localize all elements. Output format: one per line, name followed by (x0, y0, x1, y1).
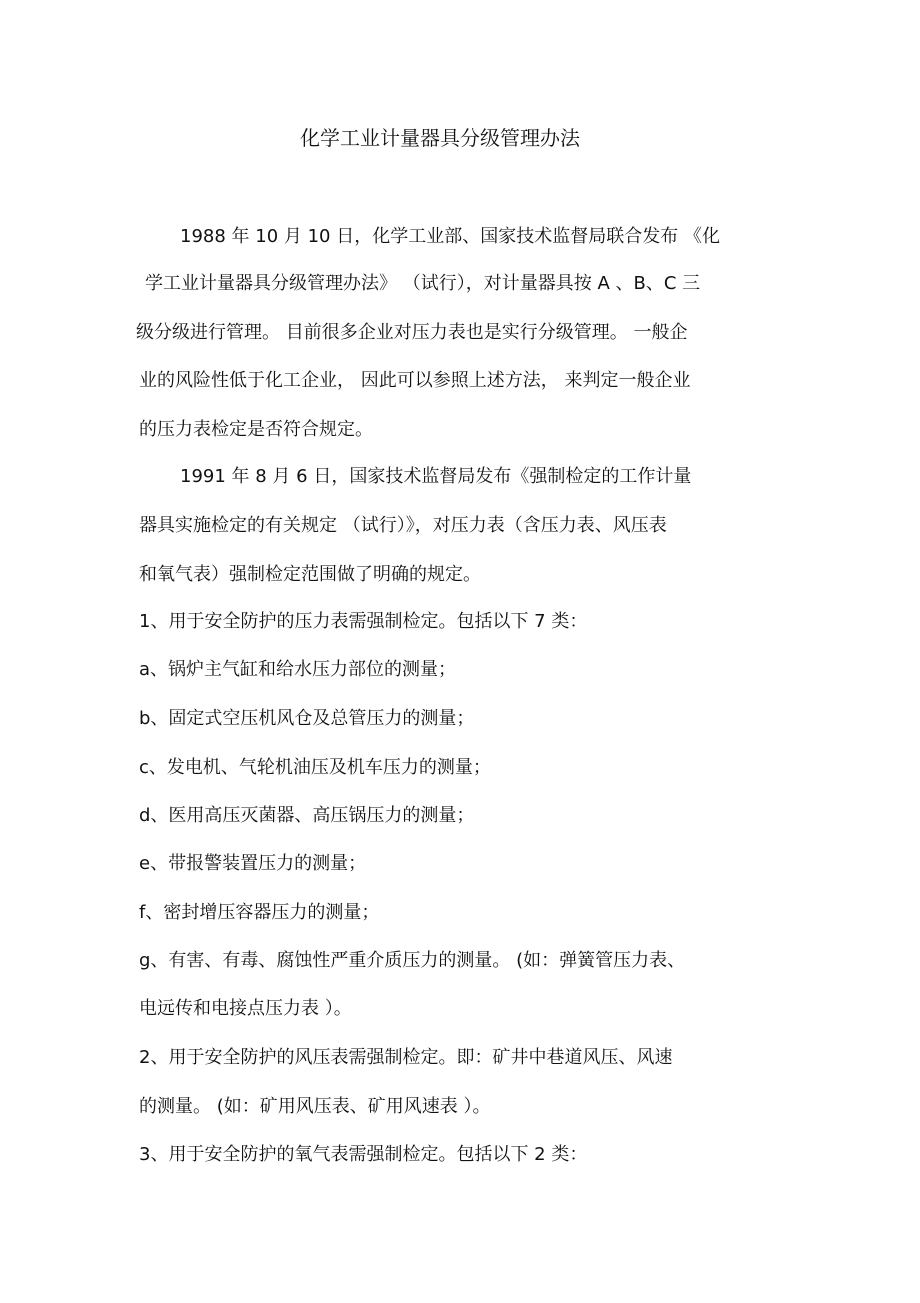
list-item-d: d、医用高压灭菌器、高压锅压力的测量； (139, 805, 475, 826)
list-item-a: a、锅炉主气缸和给水压力部位的测量； (139, 659, 457, 680)
paragraph1-line3: 级分级进行管理。 目前很多企业对压力表也是实行分级管理。 一般企 (136, 322, 688, 343)
document-title: 化学工业计量器具分级管理办法 (300, 126, 580, 150)
list-item-g: g、有害、有毒、腐蚀性严重介质压力的测量。 (如：弹簧管压力表、 (139, 950, 686, 971)
paragraph1-line1: 1988 年 10 月 10 日，化学工业部、国家技术监督局联合发布 《化 (180, 226, 720, 247)
section1-heading: 1、用于安全防护的压力表需强制检定。包括以下 7 类： (139, 611, 588, 632)
list-item-c: c、发电机、气轮机油压及机车压力的测量； (139, 757, 491, 778)
paragraph1-line2: 学工业计量器具分级管理办法》 （试行），对计量器具按 A 、B、C 三 (145, 273, 701, 294)
list-item-e: e、带报警装置压力的测量； (139, 853, 367, 874)
list-item-f: f、密封增压容器压力的测量； (139, 902, 380, 923)
section2-line2: 的测量。 (如：矿用风压表、矿用风速表 ）。 (139, 1096, 491, 1117)
list-item-g-continuation: 电远传和电接点压力表 ）。 (139, 998, 352, 1019)
paragraph2-line1: 1991 年 8 月 6 日，国家技术监督局发布《强制检定的工作计量 (180, 466, 692, 487)
paragraph2-line2: 器具实施检定的有关规定 （试行）》，对压力表（含压力表、风压表 (139, 515, 667, 536)
paragraph2-line3: 和氧气表）强制检定范围做了明确的规定。 (139, 564, 481, 585)
section2-line1: 2、用于安全防护的风压表需强制检定。即：矿井中巷道风压、风速 (139, 1047, 673, 1068)
list-item-b: b、固定式空压机风仓及总管压力的测量； (139, 708, 475, 729)
paragraph1-line4: 业的风险性低于化工企业， 因此可以参照上述方法， 来判定一般企业 (139, 370, 691, 391)
paragraph1-line5: 的压力表检定是否符合规定。 (139, 419, 373, 440)
section3-heading: 3、用于安全防护的氧气表需强制检定。包括以下 2 类： (139, 1144, 588, 1165)
